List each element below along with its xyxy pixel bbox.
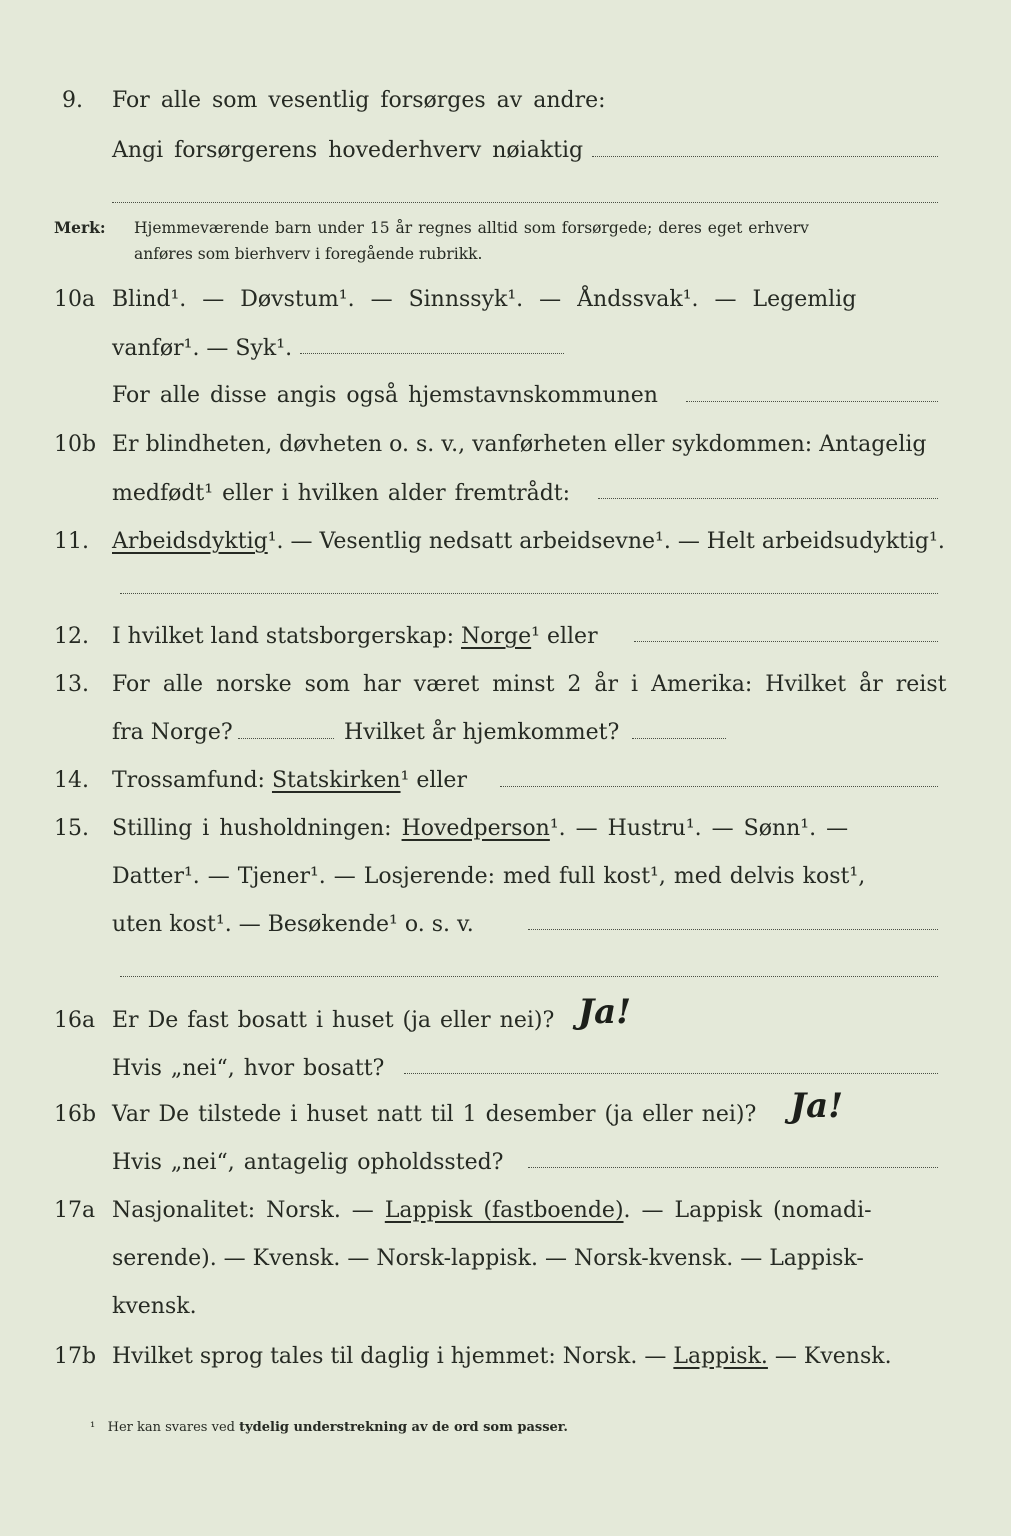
q16a-line2: Hvis „nei“, hvor bosatt? xyxy=(112,1056,385,1081)
footnote-text-a: Her kan svares ved xyxy=(107,1420,235,1435)
q13-reist-answer-line[interactable] xyxy=(238,738,334,739)
q12-line xyxy=(112,624,598,649)
q12-number: 12. xyxy=(54,624,89,649)
q15-number: 15. xyxy=(54,816,89,841)
q10a-number: 10a xyxy=(54,287,96,312)
q16b-answer-line[interactable] xyxy=(528,1167,938,1168)
q15-suffix: ¹. — Hustru¹. — Sønn¹. — xyxy=(549,816,849,841)
q15-line3: uten kost¹. — Besøkende¹ o. s. v. xyxy=(112,912,474,937)
q16b-number: 16b xyxy=(54,1102,97,1127)
q10a-hjemstavn-line[interactable] xyxy=(686,401,938,402)
q13-number: 13. xyxy=(54,672,89,697)
q16b-line2: Hvis „nei“, antagelig opholdssted? xyxy=(112,1150,504,1175)
q16b-handwritten-answer: Ja! xyxy=(790,1086,844,1126)
q14-answer-line[interactable] xyxy=(500,786,938,787)
q16a-answer-line[interactable] xyxy=(404,1073,938,1074)
q9-line2: Angi forsørgerens hovederhverv nøiaktig xyxy=(112,138,584,163)
merk-label: Merk: xyxy=(54,218,106,237)
q11-line xyxy=(112,529,945,554)
q17a-underlined-answer: Lappisk (fastboende) xyxy=(384,1198,624,1223)
q9-number: 9. xyxy=(62,88,83,113)
q14-underlined-answer: Statskirken xyxy=(271,768,401,793)
q11-rest: ¹. — Vesentlig nedsatt arbeidsevne¹. — Helt arbeidsudyktig¹. xyxy=(267,529,945,554)
merk-line1: Hjemmeværende barn under 15 år regnes alltid som forsørgede; deres eget erhverv xyxy=(134,219,809,237)
q17a-line1 xyxy=(112,1198,872,1223)
q15-answer-line[interactable] xyxy=(528,929,938,930)
q17a-prefix: Nasjonalitet: Norsk. — xyxy=(112,1198,374,1223)
q17b-suffix: — Kvensk. xyxy=(774,1344,892,1369)
q17b-underlined-answer: Lappisk. xyxy=(673,1344,768,1369)
q11-number: 11. xyxy=(54,529,89,554)
q16a-line1: Er De fast bosatt i huset (ja eller nei)? xyxy=(112,1008,555,1033)
q14-number: 14. xyxy=(54,768,89,793)
q15-line1 xyxy=(112,816,848,841)
q9-answer-line[interactable] xyxy=(592,156,938,157)
q17a-suffix: . — Lappisk (nomadi- xyxy=(623,1198,872,1223)
footnote-mark: ¹ xyxy=(90,1420,96,1435)
q13-line2b: Hvilket år hjemkommet? xyxy=(344,720,620,745)
q12-answer-line[interactable] xyxy=(634,641,938,642)
q17b-line xyxy=(112,1344,892,1369)
q13-hjemkommet-answer-line[interactable] xyxy=(632,738,726,739)
q10b-number: 10b xyxy=(54,432,97,457)
q10a-line1: Blind¹. — Døvstum¹. — Sinnssyk¹. — Åndssvak¹. — Legemlig xyxy=(112,287,857,312)
q16a-handwritten-answer: Ja! xyxy=(578,992,632,1032)
q15-answer-line-2[interactable] xyxy=(120,976,938,977)
footnote-text-b: tydelig understrekning av de ord som passer. xyxy=(239,1420,568,1435)
q17b-number: 17b xyxy=(54,1344,97,1369)
q12-suffix: ¹ eller xyxy=(531,624,598,649)
q17b-prefix: Hvilket sprog tales til daglig i hjemmet: Norsk. — xyxy=(112,1344,667,1369)
q15-line2: Datter¹. — Tjener¹. — Losjerende: med full kost¹, med delvis kost¹, xyxy=(112,864,866,889)
q15-prefix: Stilling i husholdningen: xyxy=(112,816,392,841)
footnote xyxy=(90,1420,568,1435)
q9-line1: For alle som vesentlig forsørges av andre: xyxy=(112,88,606,113)
q17a-line2: serende). — Kvensk. — Norsk-lappisk. — Norsk-kvensk. — Lappisk- xyxy=(112,1246,864,1271)
q10b-line1: Er blindheten, døvheten o. s. v., vanførheten eller sykdommen: Antagelig xyxy=(112,432,927,457)
q15-underlined-answer: Hovedperson xyxy=(401,816,550,841)
q9-answer-line-2[interactable] xyxy=(112,202,938,203)
q17a-line3: kvensk. xyxy=(112,1294,197,1319)
q14-suffix: ¹ eller xyxy=(400,768,467,793)
q11-underlined-answer: Arbeidsdyktig xyxy=(112,529,268,554)
q11-answer-line[interactable] xyxy=(120,593,938,594)
q10a-answer-line[interactable] xyxy=(300,353,564,354)
q13-line2a: fra Norge? xyxy=(112,720,233,745)
q10a-line3: For alle disse angis også hjemstavnskommunen xyxy=(112,383,658,408)
merk-line2: anføres som bierhverv i foregående rubrikk. xyxy=(134,245,483,263)
q12-prefix: I hvilket land statsborgerskap: xyxy=(112,624,455,649)
q16b-line1: Var De tilstede i huset natt til 1 desember (ja eller nei)? xyxy=(112,1102,757,1127)
q14-line xyxy=(112,768,467,793)
q16a-number: 16a xyxy=(54,1008,96,1033)
q10b-answer-line[interactable] xyxy=(598,498,938,499)
q10a-line2: vanfør¹. — Syk¹. xyxy=(112,336,293,361)
q17a-number: 17a xyxy=(54,1198,96,1223)
q10b-line2: medfødt¹ eller i hvilken alder fremtrådt: xyxy=(112,481,571,506)
q13-line1: For alle norske som har været minst 2 år i Amerika: Hvilket år reist xyxy=(112,672,947,697)
q12-underlined-answer: Norge xyxy=(461,624,532,649)
q14-prefix: Trossamfund: xyxy=(112,768,265,793)
